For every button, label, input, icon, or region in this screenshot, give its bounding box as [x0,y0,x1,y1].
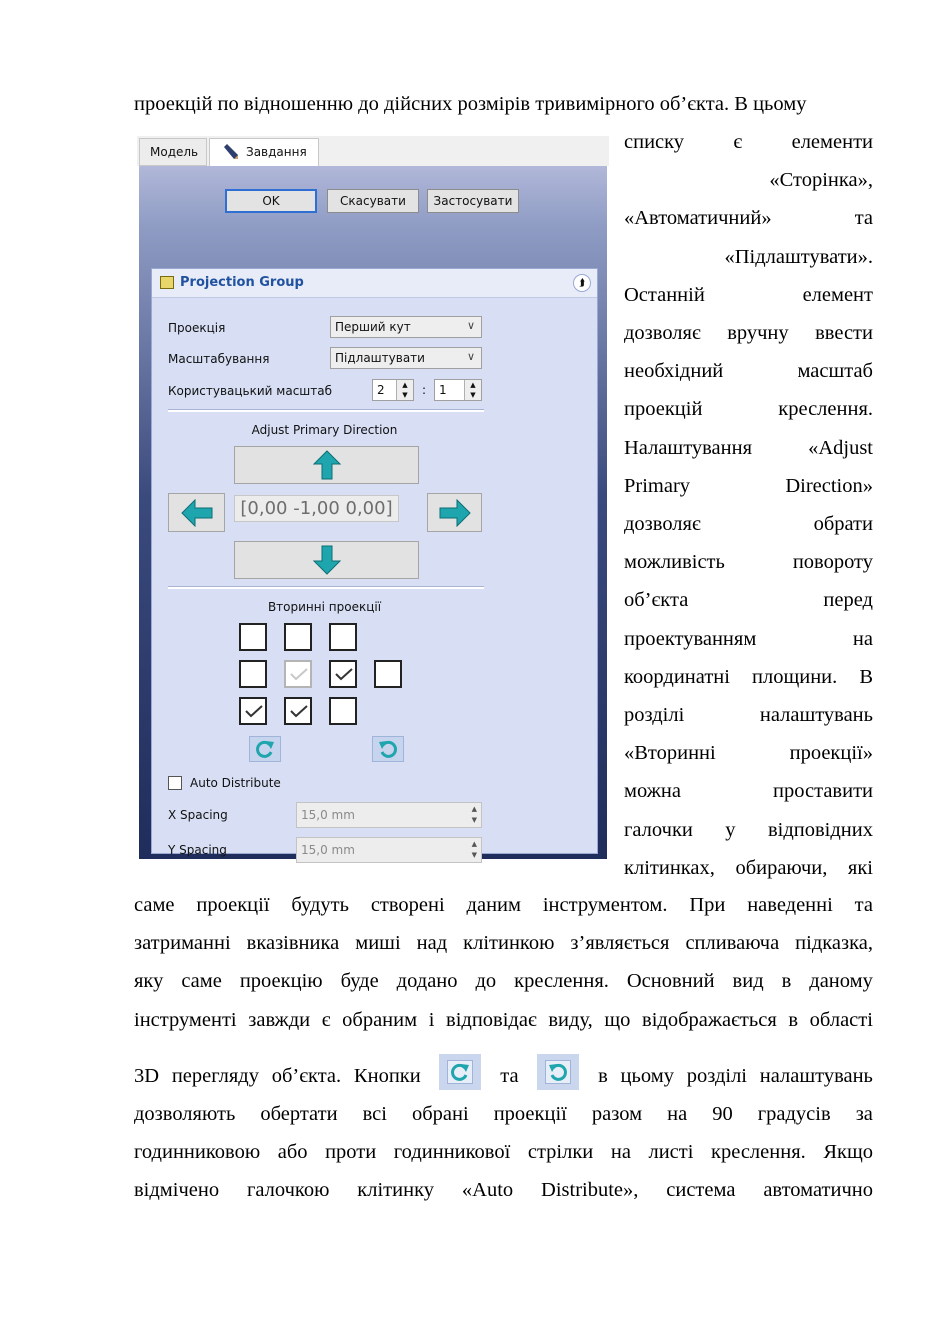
arrow-up-icon [312,450,342,480]
projection-group-icon [160,276,174,289]
word: та [854,894,873,916]
text-line [624,703,873,727]
text-line [624,397,873,421]
word: відображається [642,1008,777,1031]
text-line [624,550,873,574]
tab-task[interactable] [209,138,319,166]
paragraph-line-with-icons [134,1064,873,1100]
word: обрані [411,1103,469,1125]
word: можна [624,780,681,803]
word: яку [134,970,164,993]
tab-bar [137,136,609,166]
checkmark-icon [289,666,309,682]
word: 90 [712,1103,733,1125]
word: вказівника [246,932,340,955]
word: «Adjust [808,436,873,459]
projection-label: Проекція [168,321,226,335]
word: розділі [624,704,685,726]
divider [168,586,484,589]
text-line [624,588,873,612]
word: «Підлаштувати». [724,245,873,268]
word: з’являється [570,932,670,955]
cancel-button[interactable]: Скасувати [327,189,419,213]
custom-scale-denominator[interactable] [434,379,482,401]
word: за [855,1103,873,1125]
word: в [788,1008,799,1031]
word: підказка, [795,932,873,955]
ok-button[interactable]: OK [225,189,317,213]
projection-checkbox[interactable] [374,660,402,688]
word: вручну [727,322,789,344]
text-line [624,206,873,230]
word: масштаб [797,360,873,383]
word: обираючи, [735,856,828,879]
word: об’єкта [624,589,689,612]
word: перед [823,589,873,612]
checkmark-icon [289,703,309,719]
word: градусів [757,1103,831,1125]
text-line [624,818,873,842]
word: повороту [792,551,873,574]
arrow-right-icon [439,499,471,527]
word: листі [648,1141,694,1164]
word: які [847,856,873,879]
text-line [624,779,873,803]
word: перегляду [171,1065,259,1087]
divider [168,409,484,412]
text-line: проекцій по відношенню до дійсних розмірів тривимірного об’єкта. В цьому [134,93,807,115]
word: у [725,818,736,841]
word: проекції [196,894,270,916]
secondary-projections-title: Вторинні проекції [267,600,382,614]
y-spacing-input[interactable] [296,837,482,863]
projection-checkbox[interactable] [329,623,357,651]
paragraph-line [134,92,873,116]
word: миші [355,932,401,955]
projection-checkbox[interactable] [284,660,312,688]
word: В [859,665,873,688]
word: наведенні [747,894,833,916]
chevron-down-icon: ∨ [466,319,475,332]
word: спливаюча [685,932,780,955]
word: на [610,1141,631,1164]
word: є [321,1008,331,1031]
word: клітинку [357,1179,435,1202]
word: та [854,207,873,230]
word: Якщо [823,1141,873,1164]
word: в [598,1065,608,1087]
projection-select[interactable] [330,316,482,338]
word: Останній [624,283,705,306]
text-line [134,1008,873,1032]
denominator-value: 1 [439,383,447,397]
word: проти [325,1141,377,1164]
scale-separator: : [422,383,427,397]
text-line [624,856,873,880]
word: дозволяють [134,1103,236,1125]
projection-checkbox[interactable] [239,623,267,651]
rotate-cw-icon [439,1054,481,1090]
checkmark-icon [334,666,354,682]
rotate-right-button[interactable] [427,493,482,532]
word: саме [134,894,175,916]
word: що [604,1008,631,1031]
word: годинниковою [134,1141,261,1164]
direction-title: Adjust Primary Direction [251,423,398,437]
projection-checkbox[interactable] [284,623,312,651]
word: клітинкою [463,932,555,955]
word: в [781,970,792,993]
word: дозволяє [624,513,701,535]
text-line [624,474,873,498]
checkmark-icon [244,703,264,719]
text-line [134,893,873,917]
apply-button[interactable]: Застосувати [427,189,519,213]
word: Налаштування [624,436,753,459]
word: вид [732,970,764,993]
x-spacing-input[interactable] [296,802,482,828]
word: клітинках, [624,856,715,879]
arrow-left-icon [181,499,213,527]
text-line [624,321,873,345]
word: «Auto [461,1179,514,1202]
word: дозволяє [624,322,701,344]
word: креслення. [711,1141,806,1164]
arrow-down-icon [312,545,342,575]
word: відповідає [446,1008,537,1031]
text-line [624,436,873,460]
word: координатні [624,665,730,688]
text-line [624,665,873,689]
rotate-ccw-icon [537,1054,579,1090]
text-line [624,627,873,651]
word: виду, [548,1008,593,1031]
word: разом [591,1103,643,1125]
word: проставити [773,780,873,803]
text-line [624,168,873,192]
word: об’єкта. [271,1065,342,1087]
text-line [134,969,873,993]
word: проекції» [789,742,873,765]
projection-checkbox[interactable] [239,697,267,725]
tab-label: Завдання [246,145,307,159]
word: та [500,1065,519,1087]
word: інструменті [134,1008,237,1031]
word: проектуванням [624,627,757,650]
word: всі [362,1103,387,1125]
word: є [733,131,743,153]
word: елемент [802,283,873,306]
projection-checkbox[interactable] [329,660,357,688]
word: проекції [493,1103,567,1125]
custom-scale-numerator[interactable] [372,379,414,401]
word: ввести [815,322,873,344]
word: до [475,970,497,993]
text-line [134,931,873,955]
word: створені [370,894,445,916]
word: Distribute», [541,1179,639,1202]
text-line [624,245,873,269]
word: даним [466,894,521,916]
task-panel-body [139,166,607,859]
word: обраним [342,1008,418,1031]
text-line [624,512,873,536]
word: і [428,1008,435,1031]
word: або [277,1141,308,1164]
word: списку [624,131,685,153]
panel-title: Projection Group [180,275,304,290]
projection-checkbox[interactable] [284,697,312,725]
word: Основний [626,970,715,993]
text-line [134,1102,873,1126]
rotate-cw-icon [254,739,276,759]
word: креслення. [514,970,609,993]
word: годинникової [393,1141,511,1164]
word: автоматично [763,1179,873,1202]
word: розділі [686,1065,747,1087]
word: проекцію [239,970,323,993]
projection-checkbox[interactable] [329,697,357,725]
word: області [809,1008,873,1031]
rotate-counterclockwise-button[interactable] [372,736,404,762]
rotate-up-button[interactable] [234,446,419,484]
panel-header [152,269,597,298]
spin-arrows-icon[interactable]: ▲ ▼ [396,380,413,400]
chevron-down-icon: ∨ [466,350,475,363]
word: Direction» [785,474,873,497]
rotate-left-button[interactable] [168,493,225,532]
scale-value: Підлаштувати [335,351,425,365]
word: на [667,1103,688,1125]
spin-arrows-icon[interactable]: ▲ ▼ [471,840,477,859]
text-line [624,359,873,383]
word: обертати [260,1103,338,1125]
word: даному [809,970,873,993]
word: «Автоматичний» [624,207,772,230]
task-panel-screenshot [137,136,609,859]
word: буде [340,970,379,993]
word: цьому [620,1065,674,1087]
text-line [624,741,873,765]
numerator-value: 2 [377,383,385,397]
word: При [689,894,726,916]
word: проекцій [624,398,703,421]
word: налаштувань [759,704,873,726]
text-line [134,1140,873,1164]
word: елементи [791,131,873,153]
word: саме [181,970,222,993]
word: на [852,627,873,650]
projection-checkbox[interactable] [239,660,267,688]
spin-arrows-icon[interactable]: ▲ ▼ [464,380,481,400]
word: завжди [248,1008,311,1031]
word: стрілки [527,1141,594,1164]
word: «Сторінка», [769,169,873,192]
rotate-ccw-icon [377,739,399,759]
collapse-icon[interactable]: ⮭ [573,274,591,292]
word: відмічено [134,1179,220,1202]
projection-value: Перший кут [335,320,411,334]
rotate-down-button[interactable] [234,541,419,579]
word: 3D [134,1065,160,1087]
scale-label: Масштабування [168,352,270,366]
text-line [134,1178,873,1202]
word: креслення. [778,398,873,421]
y-spacing-value: 15,0 mm [301,843,355,857]
word: можливість [624,551,725,574]
auto-distribute-checkbox[interactable] [168,776,182,790]
word: додано [396,970,458,993]
word: «Вторинні [624,742,716,765]
word: налаштувань [759,1065,873,1087]
spin-arrows-icon[interactable]: ▲ ▼ [471,805,477,824]
scale-select[interactable] [330,347,482,369]
word: система [666,1179,736,1202]
y-spacing-label: Y Spacing [168,843,227,857]
x-spacing-label: X Spacing [168,808,228,822]
word: інструментом. [542,894,668,916]
pencil-icon [222,144,240,160]
direction-display: [0,00 -1,00 0,00] [234,495,399,522]
text-line [624,283,873,307]
custom-scale-label: Користувацький масштаб [168,384,333,398]
word: площини. [752,665,838,688]
tab-label: Модель [150,145,199,159]
word: необхідний [624,360,724,383]
word: будуть [291,894,349,916]
word: обрати [813,513,873,535]
projection-group-panel [151,268,598,859]
word: над [416,932,448,955]
auto-distribute-label: Auto Distribute [190,776,281,790]
x-spacing-value: 15,0 mm [301,808,355,822]
rotate-clockwise-button[interactable] [249,736,281,762]
word: галочкою [246,1179,330,1202]
tab-model[interactable] [139,138,207,166]
word: Primary [624,474,691,497]
word: затриманні [134,932,231,955]
word: Кнопки [353,1065,421,1087]
word: галочки [624,818,693,841]
text-line [624,130,873,154]
word: відповідних [767,818,873,841]
